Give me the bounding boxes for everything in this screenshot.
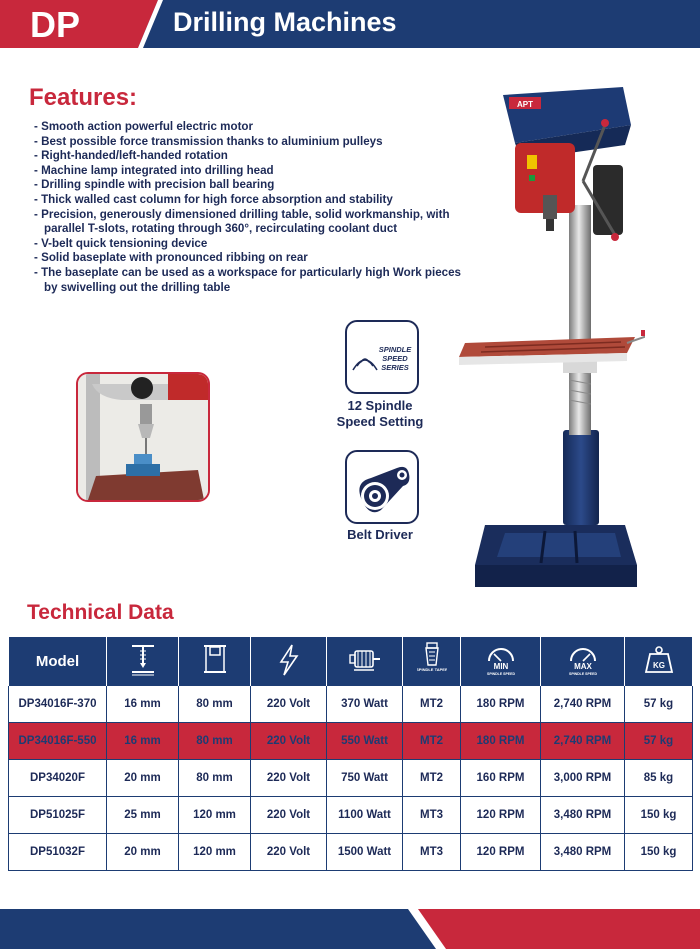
spindle-travel-icon <box>179 637 251 686</box>
table-cell: 80 mm <box>179 760 251 797</box>
feature-item: - Solid baseplate with pronounced ribbing on rear <box>34 251 464 266</box>
table-cell: 180 RPM <box>461 723 541 760</box>
spindle-taper-icon <box>403 637 461 686</box>
badge-icon-text: SPEED <box>382 354 408 363</box>
badge-icon-text: SPINDLE <box>378 345 412 354</box>
voltage-icon <box>251 637 327 686</box>
page-title: Drilling Machines <box>173 7 397 37</box>
table-cell: 2,740 RPM <box>541 686 625 723</box>
belt-drive-icon <box>347 452 417 522</box>
table-cell: 1500 Watt <box>327 834 403 871</box>
table-cell: 180 RPM <box>461 686 541 723</box>
table-cell: 3,480 RPM <box>541 797 625 834</box>
table-cell: 80 mm <box>179 686 251 723</box>
min-text: MIN <box>493 661 508 671</box>
table-cell: 750 Watt <box>327 760 403 797</box>
table-cell: 16 mm <box>107 686 179 723</box>
table-cell: 120 mm <box>179 797 251 834</box>
table-cell: 220 Volt <box>251 797 327 834</box>
table-cell: MT2 <box>403 723 461 760</box>
model-cell: DP34016F-550 <box>9 723 107 760</box>
table-cell: MT3 <box>403 834 461 871</box>
table-header-row <box>9 637 693 686</box>
table-row <box>9 686 693 723</box>
drill-press-image <box>445 85 645 595</box>
table-cell: 57 kg <box>625 686 693 723</box>
spindle-speed-badge <box>345 320 419 394</box>
feature-item: - Right-handed/left-handed rotation <box>34 149 464 164</box>
feature-item: - Thick walled cast column for high force absorption and stability <box>34 193 464 208</box>
spec-table <box>8 637 693 871</box>
spindle-speed-icon <box>347 322 417 392</box>
spindle-label-line2: Speed Setting <box>336 414 424 429</box>
table-cell: MT2 <box>403 686 461 723</box>
feature-item: - Precision, generously dimensioned drilling table, solid workmanship, with parallel T-slots, rotating through 360°, recirculating coolant duct <box>34 208 464 237</box>
motor-icon <box>327 637 403 686</box>
table-row <box>9 760 693 797</box>
header-code: DP <box>30 4 81 45</box>
table-cell: 120 RPM <box>461 834 541 871</box>
model-cell: DP51025F <box>9 797 107 834</box>
spindle-label-line1: 12 Spindle <box>347 398 413 413</box>
feature-item: - Best possible force transmission thanks to aluminium pulleys <box>34 135 464 150</box>
drill-capacity-icon <box>107 637 179 686</box>
badge-icon-text: SERIES <box>381 363 409 372</box>
brand-logo: APT <box>517 100 533 109</box>
feature-item: - Machine lamp integrated into drilling head <box>34 164 464 179</box>
table-cell: 20 mm <box>107 834 179 871</box>
feature-item: - Smooth action powerful electric motor <box>34 120 464 135</box>
table-cell: MT3 <box>403 797 461 834</box>
chuck-closeup-image <box>76 372 210 502</box>
features-title: Features: <box>29 84 138 111</box>
belt-driver-label: Belt Driver <box>347 527 413 542</box>
table-cell: 220 Volt <box>251 686 327 723</box>
model-header: Model <box>9 637 107 686</box>
chuck-closeup-illustration <box>78 374 208 500</box>
table-cell: 20 mm <box>107 760 179 797</box>
weight-icon <box>625 637 693 686</box>
min-speed-icon <box>461 637 541 686</box>
footer-band <box>0 905 700 949</box>
table-cell: MT2 <box>403 760 461 797</box>
header-banner <box>0 0 700 48</box>
table-cell: 150 kg <box>625 834 693 871</box>
speed-caption: SPINDLE SPEED <box>568 671 597 676</box>
table-cell: 16 mm <box>107 723 179 760</box>
table-cell: 150 kg <box>625 797 693 834</box>
max-speed-icon <box>541 637 625 686</box>
table-row-highlighted <box>9 723 693 760</box>
table-cell: 2,740 RPM <box>541 723 625 760</box>
table-row <box>9 834 693 871</box>
model-cell: DP34016F-370 <box>9 686 107 723</box>
feature-item: - Drilling spindle with precision ball bearing <box>34 178 464 193</box>
table-cell: 3,000 RPM <box>541 760 625 797</box>
spindle-speed-label <box>320 398 440 430</box>
table-cell: 220 Volt <box>251 760 327 797</box>
features-list <box>34 120 464 295</box>
model-cell: DP34020F <box>9 760 107 797</box>
table-cell: 120 mm <box>179 834 251 871</box>
taper-caption: SPINDLE TAPER <box>416 666 447 672</box>
table-cell: 57 kg <box>625 723 693 760</box>
feature-item: - V-belt quick tensioning device <box>34 237 464 252</box>
feature-item: - The baseplate can be used as a workspace for particularly high Work pieces by swivelling out the drilling table <box>34 266 464 295</box>
table-cell: 1100 Watt <box>327 797 403 834</box>
table-cell: 25 mm <box>107 797 179 834</box>
table-cell: 85 kg <box>625 760 693 797</box>
table-cell: 370 Watt <box>327 686 403 723</box>
table-cell: 80 mm <box>179 723 251 760</box>
table-cell: 120 RPM <box>461 797 541 834</box>
model-cell: DP51032F <box>9 834 107 871</box>
kg-text: KG <box>652 660 665 670</box>
table-cell: 550 Watt <box>327 723 403 760</box>
table-cell: 220 Volt <box>251 834 327 871</box>
table-cell: 220 Volt <box>251 723 327 760</box>
max-text: MAX <box>573 661 592 671</box>
technical-data-title: Technical Data <box>27 601 174 624</box>
belt-driver-badge <box>345 450 419 524</box>
table-cell: 3,480 RPM <box>541 834 625 871</box>
speed-caption: SPINDLE SPEED <box>486 671 515 676</box>
table-cell: 160 RPM <box>461 760 541 797</box>
table-row <box>9 797 693 834</box>
